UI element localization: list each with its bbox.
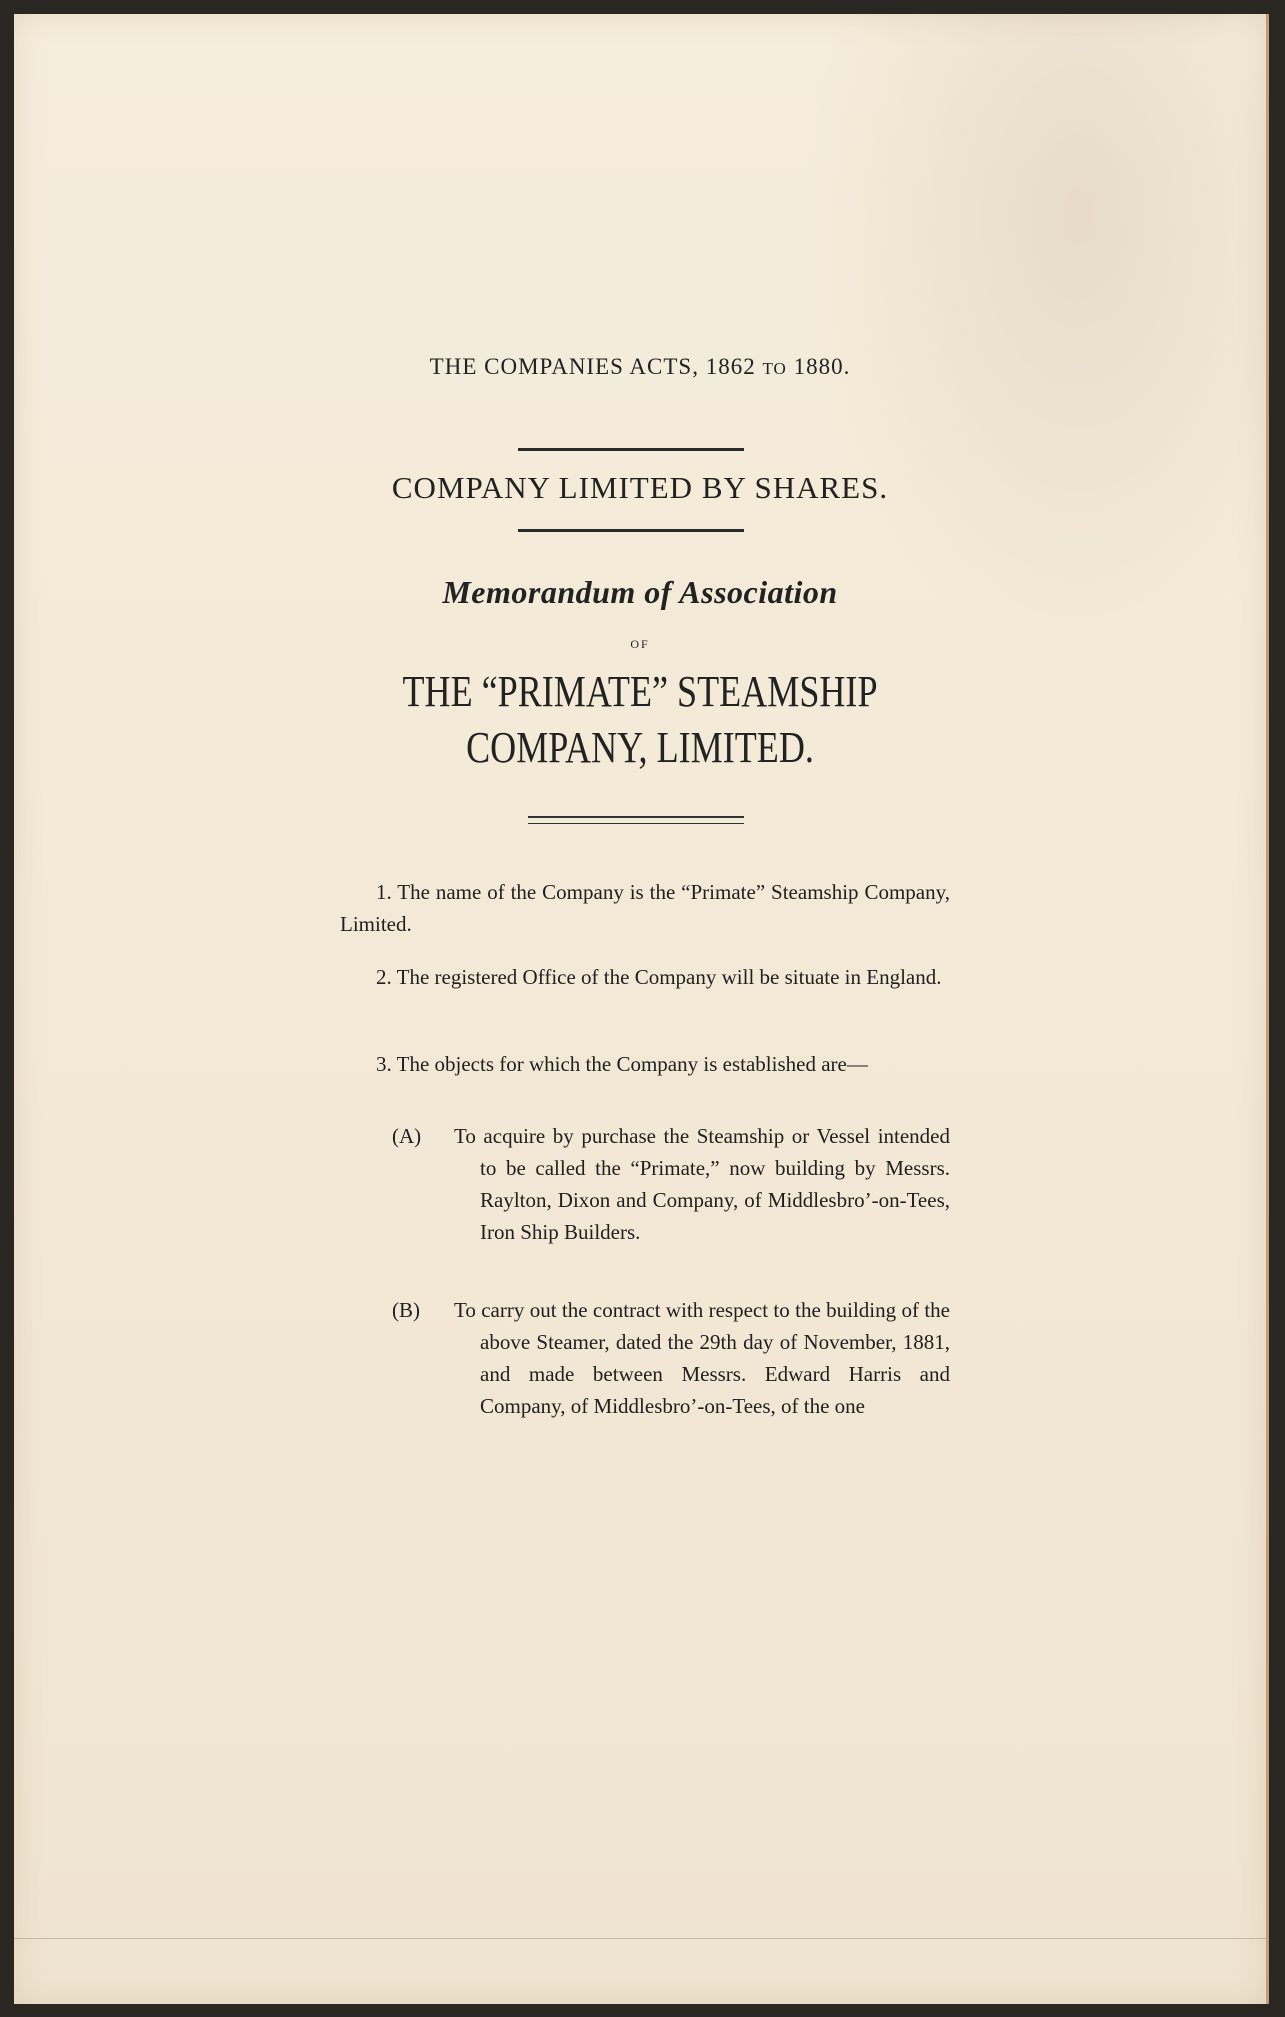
upper-rule: [518, 448, 744, 451]
clause-3: [340, 1048, 950, 1080]
acts-end-text: 1880.: [793, 354, 851, 379]
clause-2: [340, 961, 950, 993]
object-b-text: To carry out the contract with respect to the building of the above Steamer, dated the 29th day of November, 1881, and made between Messrs. Edward Harris and Company, of Middlesbro’-on-Tees, of the one: [454, 1298, 950, 1418]
page-fold-line: [14, 1938, 1266, 1939]
lower-rule: [518, 529, 744, 532]
clause-3-text: 3. The objects for which the Company is established are—: [376, 1052, 868, 1076]
company-title-line-2: COMPANY, LIMITED.: [466, 723, 814, 772]
acts-main-text: THE COMPANIES ACTS, 1862: [429, 354, 756, 379]
object-a-marker: (A): [392, 1124, 422, 1148]
object-a-text: To acquire by purchase the Steamship or Vessel intended to be called the “Primate,” now building by Messrs. Raylton, Dixon and Company, of Middlesbro’-on-Tees, Iron Ship Builders.: [454, 1124, 950, 1244]
acts-to-text: TO: [762, 359, 787, 378]
memorandum-heading: Memorandum of Association: [442, 574, 838, 610]
double-rule-divider: [528, 816, 744, 824]
of-label: OF: [630, 637, 650, 651]
clause-1-text: 1. The name of the Company is the “Primate” Steamship Company, Limited.: [340, 880, 950, 936]
company-title: [127, 664, 1154, 776]
object-b: [392, 1294, 950, 1422]
companies-acts-heading: [14, 354, 1266, 380]
company-type-heading: COMPANY LIMITED BY SHARES.: [391, 470, 889, 505]
clause-2-text: 2. The registered Office of the Company will be situate in England.: [376, 965, 942, 989]
document-page: [14, 14, 1269, 2004]
object-b-marker: (B): [392, 1298, 420, 1322]
company-title-line-1: THE “PRIMATE” STEAMSHIP: [402, 667, 878, 716]
clause-1: [340, 876, 950, 940]
object-a: [392, 1120, 950, 1248]
